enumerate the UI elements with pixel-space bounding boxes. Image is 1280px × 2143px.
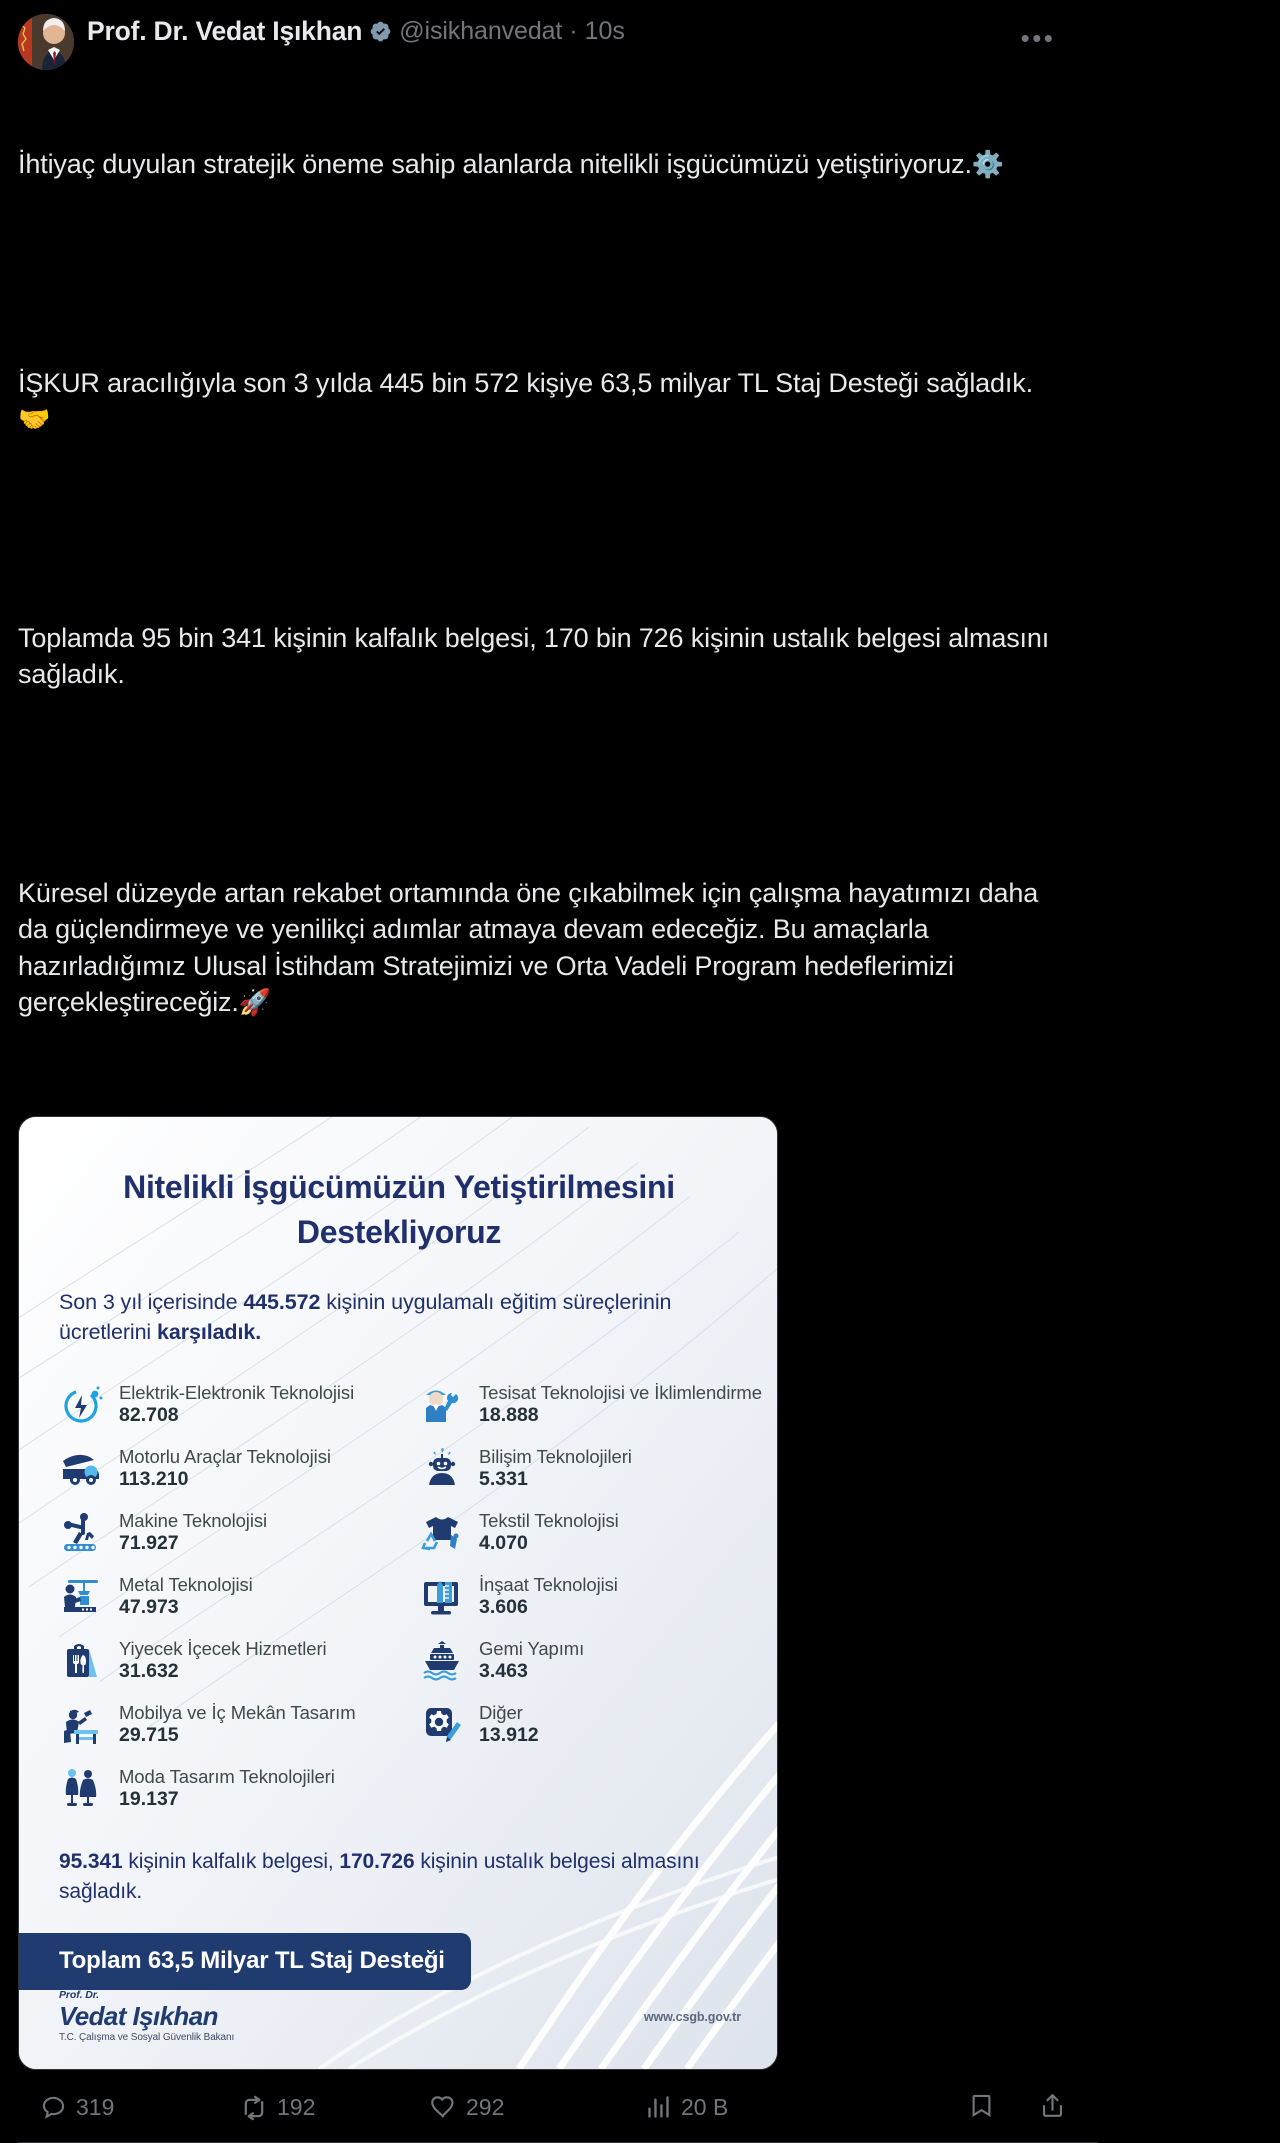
total-support-banner: Toplam 63,5 Milyar TL Staj Desteği: [19, 1933, 471, 1990]
tweet-media-card[interactable]: [18, 1116, 778, 2070]
signature-role: T.C. Çalışma ve Sosyal Güvenlik Bakanı: [59, 2031, 235, 2043]
subtitle-highlight: 445.572: [243, 1289, 321, 1314]
stat-label: Tekstil Teknolojisi: [479, 1510, 619, 1531]
stat-value: 82.708: [119, 1404, 179, 1426]
bookmark-icon: [968, 2092, 995, 2119]
paragraph-gap: [18, 256, 1062, 292]
stat-text: [479, 1446, 632, 1491]
heart-icon: [430, 2094, 457, 2121]
stat-text: [479, 1702, 539, 1747]
stat-text: [119, 1574, 253, 1619]
retweet-icon: [240, 2094, 268, 2122]
note-text-1: kişinin kalfalık belgesi,: [122, 1849, 340, 1873]
stat-label: Gemi Yapımı: [479, 1638, 585, 1659]
retweet-button[interactable]: [240, 2094, 430, 2122]
stat-value: 47.973: [119, 1596, 179, 1618]
user-handle[interactable]: @isikhanvedat: [399, 16, 563, 45]
like-count: 292: [466, 2094, 505, 2120]
stat-label: İnşaat Teknolojisi: [479, 1574, 618, 1595]
timestamp[interactable]: 10s: [584, 16, 625, 45]
stat-value: 113.210: [119, 1468, 189, 1490]
statistics-grid: [59, 1373, 762, 1821]
electric-bolt-icon: [59, 1382, 105, 1428]
stat-label: Mobilya ve İç Mekân Tasarım: [119, 1702, 356, 1723]
metal-worker-icon: [59, 1574, 105, 1620]
infographic-footer: [19, 1979, 778, 2069]
stat-label: Diğer: [479, 1702, 523, 1723]
paragraph-gap: [18, 511, 1062, 547]
rocket-icon: 🚀: [238, 987, 271, 1017]
mannequin-icon: [59, 1766, 105, 1812]
stat-value: 31.632: [119, 1660, 179, 1682]
stat-item: [59, 1629, 419, 1693]
stat-label: Yiyecek İçecek Hizmetleri: [119, 1638, 327, 1659]
tweet-body: [18, 73, 1062, 1094]
stat-item: [419, 1693, 762, 1757]
stat-item: [419, 1373, 762, 1437]
subtitle-middle: kişinin uygulamalı eğitim süreçlerinin ücretlerini: [59, 1289, 672, 1344]
car-hood-icon: [59, 1446, 105, 1492]
stat-item: [59, 1437, 419, 1501]
food-beverage-icon: [59, 1638, 105, 1684]
monitor-ruler-icon: [419, 1574, 465, 1620]
stat-text: [119, 1446, 331, 1491]
stat-label: Tesisat Teknolojisi ve İklimlendirme: [479, 1382, 762, 1403]
stat-value: 5.331: [479, 1468, 528, 1490]
stat-text: [119, 1702, 356, 1747]
subtitle-before: Son 3 yıl içerisinde: [59, 1289, 244, 1314]
stat-text: [479, 1574, 618, 1619]
more-options-button[interactable]: •••: [1020, 22, 1056, 53]
stat-item: [59, 1373, 419, 1437]
note-bold-1: 95.341: [59, 1849, 123, 1873]
stat-label: Motorlu Araçlar Teknolojisi: [119, 1446, 331, 1467]
stat-item: [59, 1693, 419, 1757]
infographic: [19, 1117, 778, 2069]
stats-right-column: [419, 1373, 762, 1821]
user-identity-line: [87, 17, 1062, 46]
tweet-paragraph-1-text: İhtiyaç duyulan stratejik öneme sahip alanlarda nitelikli işgücümüzü yetiştiriyoruz.: [18, 149, 972, 179]
gear-icon: ⚙️: [971, 149, 1005, 179]
stat-value: 4.070: [479, 1532, 528, 1554]
stat-text: [119, 1510, 267, 1555]
ship-icon: [419, 1638, 465, 1684]
bottom-divider: [18, 2142, 1098, 2143]
infographic-subtitle: [59, 1287, 739, 1347]
tweet-paragraph-4-text: Küresel düzeyde artan rekabet ortamında öne çıkabilmek için çalışma hayatımızı daha da güçlendirmeye ve yenilikçi adımlar atmaya devam edeceğiz. Bu amaçlarla hazırladığımız Ulusal İstihdam Stratejimizi ve Orta Vadeli Program hedeflerimizi gerçekleştireceğiz.: [18, 877, 1046, 1017]
infographic-note: [59, 1847, 739, 1907]
signature-prefix: Prof. Dr.: [59, 1989, 99, 2002]
views-button[interactable]: [645, 2094, 968, 2121]
stat-item: [59, 1501, 419, 1565]
tweet-paragraph-3: Toplamda 95 bin 341 kişinin kalfalık belgesi, 170 bin 726 kişinin ustalık belgesi almasını sağladık.: [18, 622, 1057, 689]
stat-value: 3.463: [479, 1660, 528, 1682]
stat-text: [479, 1638, 584, 1683]
reply-icon: [40, 2094, 67, 2121]
stat-item: [419, 1629, 762, 1693]
stat-value: 19.137: [119, 1788, 179, 1810]
stat-text: [119, 1382, 354, 1427]
analytics-icon: [645, 2094, 672, 2121]
stat-item: [59, 1757, 419, 1821]
robot-arm-icon: [59, 1510, 105, 1556]
tshirt-recycle-icon: [419, 1510, 465, 1556]
verified-badge-icon: [369, 20, 392, 43]
share-icon: [1039, 2092, 1066, 2119]
avatar[interactable]: [18, 14, 74, 70]
tweet-header: [18, 14, 1062, 70]
stat-text: [119, 1766, 335, 1811]
stat-label: Moda Tasarım Teknolojileri: [119, 1766, 335, 1787]
secondary-actions: [968, 2092, 1074, 2124]
stat-item: [59, 1565, 419, 1629]
stat-label: Makine Teknolojisi: [119, 1510, 267, 1531]
stat-text: [479, 1510, 619, 1555]
subtitle-bold-end: karşıladık.: [156, 1319, 262, 1344]
paragraph-gap: [18, 766, 1062, 802]
stat-item: [419, 1565, 762, 1629]
stat-label: Metal Teknolojisi: [119, 1574, 253, 1595]
display-name[interactable]: Prof. Dr. Vedat Işıkhan: [87, 16, 363, 46]
infographic-title: Nitelikli İşgücümüzün Yetiştirilmesini Destekliyoruz: [123, 1168, 675, 1250]
signature-name: Vedat Işıkhan: [59, 2000, 218, 2031]
tweet-action-bar: [18, 2070, 1098, 2142]
stat-label: Bilişim Teknolojileri: [479, 1446, 632, 1467]
gear-pencil-icon: [419, 1702, 465, 1748]
tweet-paragraph-2-text: İŞKUR aracılığıyla son 3 yılda 445 bin 572 kişiye 63,5 milyar TL Staj Desteği sağladık.: [18, 367, 1033, 398]
bookmark-button[interactable]: [968, 2092, 995, 2124]
reply-count: 319: [76, 2094, 115, 2120]
stat-item: [419, 1437, 762, 1501]
stat-text: [479, 1382, 762, 1427]
stat-label: Elektrik-Elektronik Teknolojisi: [119, 1382, 355, 1403]
plumber-wrench-icon: [419, 1382, 465, 1428]
stats-left-column: [59, 1373, 419, 1821]
stat-value: 3.606: [479, 1596, 528, 1618]
tweet-paragraph-2: [18, 365, 1062, 438]
stat-text: [119, 1638, 327, 1683]
handshake-icon: 🤝: [18, 404, 51, 434]
stat-item: [419, 1501, 762, 1565]
stat-value: 71.927: [119, 1532, 179, 1554]
share-button[interactable]: [1039, 2092, 1066, 2124]
views-count: 20 B: [681, 2094, 729, 2120]
website-url: www.csgb.gov.tr: [643, 2009, 741, 2024]
note-text-2: kişinin ustalık belgesi almasını sağladık.: [59, 1849, 700, 1903]
robot-head-icon: [419, 1446, 465, 1492]
reply-button[interactable]: [40, 2094, 240, 2121]
tweet-paragraph-1: [18, 146, 1062, 183]
like-button[interactable]: [430, 2094, 645, 2121]
note-bold-2: 170.726: [339, 1849, 415, 1873]
retweet-count: 192: [277, 2094, 316, 2120]
carpenter-icon: [59, 1702, 105, 1748]
minister-signature: [59, 1990, 234, 2043]
avatar-image: [18, 14, 74, 70]
stat-value: 18.888: [479, 1404, 539, 1426]
stat-value: 13.912: [479, 1724, 539, 1746]
stat-value: 29.715: [119, 1724, 179, 1746]
tweet-paragraph-4: [18, 875, 1062, 1021]
separator-dot: ·: [569, 16, 578, 45]
